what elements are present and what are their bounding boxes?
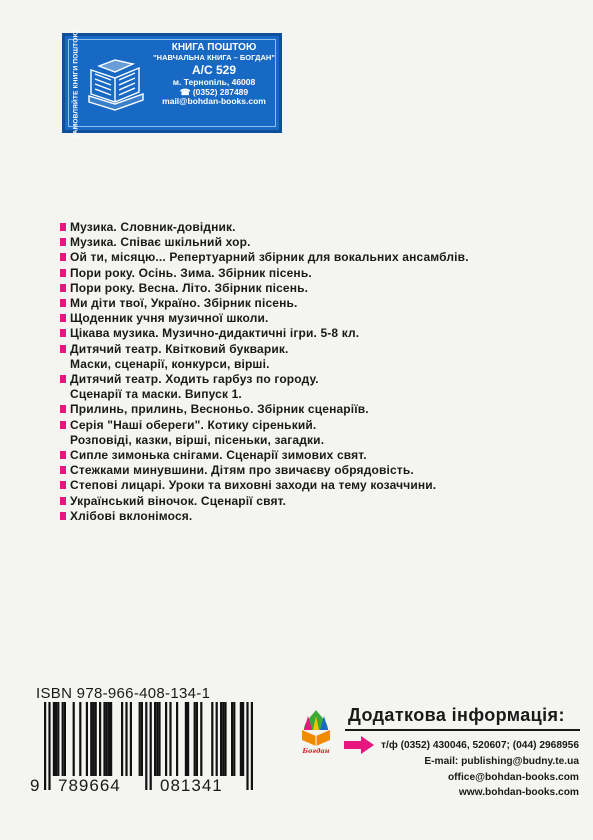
barcode-bar [106,702,108,776]
bullet-square-icon [60,466,66,474]
book-list-item [60,342,580,357]
barcode-bar [90,702,92,776]
barcode-bar [220,702,222,776]
barcode-bar [141,702,143,776]
book-title: Український віночок. Сценарії свят. [70,493,287,508]
book-title: Щоденник учня музичної школи. [70,311,269,326]
stamp-po-box: А/С 529 [191,63,237,78]
barcode-bar [165,702,167,776]
book-list-item [60,372,580,387]
barcode-bar [55,702,57,776]
bullet-square-icon [60,253,66,261]
book-title: Музика. Співає шкільний хор. [70,235,251,250]
bullet-square-icon [60,329,66,337]
publisher-logo [298,706,334,754]
contact-website: www.bohdan-books.com [458,787,579,799]
barcode-bar [211,702,213,776]
book-list [60,220,580,524]
book-title: Пори року. Осінь. Зима. Збірник пісень. [70,265,312,280]
barcode-bar [64,702,66,776]
book-title: Прилинь, прилинь, Весноньо. Збірник сценаріїв. [70,402,369,417]
book-list-item [60,433,580,448]
contact-phone: т/ф (0352) 430046, 520607; (044) 2968956 [381,740,579,751]
barcode-right-digits: 081341 [160,776,223,795]
stamp-title: КНИГА ПОШТОЮ [171,42,257,53]
book-list-item [60,296,580,311]
book-list-item [60,509,580,524]
barcode-bar [216,702,218,776]
book-title: Маски, сценарії, конкурси, вірші. [70,356,270,371]
book-title: Стежками минувшини. Дітям про звичаєву обрядовість. [70,463,414,478]
barcode-lead-digit: 9 [30,776,41,795]
barcode-bar [110,702,112,776]
book-list-item [60,266,580,281]
barcode-bar [242,702,244,776]
barcode-bar [222,702,224,776]
svg-text:Богдан: Богдан [302,747,330,754]
book-list-item [60,418,580,433]
barcode-bar [187,702,189,776]
bullet-square-icon [60,238,66,246]
book-title: Дитячий театр. Ходить гарбуз по городу. [70,372,319,387]
bullet-square-icon [60,314,66,322]
barcode-bar [57,702,59,776]
stamp-city: м. Тернопіль, 46008 [172,76,256,87]
info-title: Додаткова інформація: [348,705,565,725]
isbn-label: ISBN 978-966-408-134-1 [36,685,211,702]
barcode-bar [130,702,132,776]
book-title: Ми діти твої, Україно. Збірник пісень. [70,296,298,311]
stamp-email: mail@bohdan-books.com [162,96,266,107]
mail-order-stamp [62,30,282,138]
barcode-bar [233,702,235,776]
book-list-item [60,402,580,417]
barcode-bar [194,702,196,776]
barcode-bar [145,702,147,790]
stamp-text-block [145,42,283,107]
book-title: Розповіді, казки, вірші, пісеньки, загадки. [70,432,325,447]
barcode-bar [169,702,171,776]
barcode-bar [240,702,242,776]
bullet-square-icon [60,284,66,292]
book-title: Музика. Словник-довідник. [70,220,236,234]
book-list-item [60,494,580,509]
book-list-item [60,281,580,296]
barcode-bar [139,702,141,776]
barcode-bar [73,702,75,776]
book-title: Ой ти, місяцю... Репертуарний збірник для вокальних ансамблів. [70,250,469,265]
book-title: Дитячий театр. Квітковий букварик. [70,341,289,356]
book-title: Цікава музика. Музично-дидактичні ігри. 5-8 кл. [70,326,360,341]
stamp-subtitle: "НАВЧАЛЬНА КНИГА – БОГДАН" [153,52,275,62]
stamp-side-label [70,30,82,138]
barcode-bar [95,702,97,776]
book-list-item [60,220,580,235]
barcode-bar [86,702,88,776]
book-title: Степові лицарі. Уроки та виховні заходи на тему козаччини. [70,478,437,493]
book-list-item [60,250,580,265]
book-list-item [60,311,580,326]
stamp-phone: (0352) 287489 [192,86,249,97]
barcode-bar [154,702,156,776]
book-title: Сценарії та маски. Випуск 1. [70,387,242,402]
barcode-bar [62,702,64,776]
barcode-bar [125,702,127,776]
contact-office-email: office@bohdan-books.com [447,771,579,783]
book-list-item [60,448,580,463]
barcode-bar [185,702,187,776]
barcode-bar [103,702,105,776]
book-title: Пори року. Весна. Літо. Збірник пісень. [70,280,309,295]
bullet-square-icon [60,451,66,459]
bullet-square-icon [60,375,66,383]
barcode-bar [150,702,152,790]
contact-lines [381,738,579,801]
bullet-square-icon [60,223,66,231]
barcode-bar [224,702,226,776]
barcode-bar [246,702,248,790]
bullet-square-icon [60,405,66,413]
barcode-bar [176,702,178,776]
book-title: Сипле зимонька снігами. Сценарії зимових свят. [70,448,367,463]
barcode-bar [99,702,101,776]
bullet-square-icon [60,299,66,307]
book-title: Серія "Наші обереги". Котику сіренький. [70,417,317,432]
barcode-bar [231,702,233,776]
barcode-bar [196,702,198,776]
barcode-left-digits: 789664 [58,776,121,795]
barcode-bar [251,702,253,790]
phone-icon: ☎ [179,86,193,97]
arrow-right-icon [343,735,375,755]
info-divider [345,729,580,731]
book-list-item [60,326,580,341]
book-list-item [60,235,580,250]
barcode-bar [53,702,55,776]
open-books-icon [85,58,147,120]
barcode-bar [158,702,160,776]
book-list-item [60,357,580,372]
barcode-bar [156,702,158,776]
barcode-bar [121,702,123,776]
bullet-square-icon [60,269,66,277]
book-list-item [60,463,580,478]
bullet-square-icon [60,497,66,505]
barcode-bar [48,702,50,790]
book-list-item [60,478,580,493]
stamp-side-text: ЗАМОВЛЯЙТЕ КНИГИ ПОШТОЮ [72,30,80,138]
bullet-square-icon [60,512,66,520]
contact-email: E-mail: publishing@budny.te.ua [424,755,579,767]
book-list-item [60,387,580,402]
book-title: Хлібові вклонімося. [70,508,193,523]
barcode-bar [44,702,46,790]
bullet-square-icon [60,345,66,353]
barcode-bar [108,702,110,776]
bullet-square-icon [60,481,66,489]
barcode-bar [92,702,94,776]
barcode-bar [79,702,81,776]
barcode-bar [200,702,202,776]
bullet-square-icon [60,421,66,429]
